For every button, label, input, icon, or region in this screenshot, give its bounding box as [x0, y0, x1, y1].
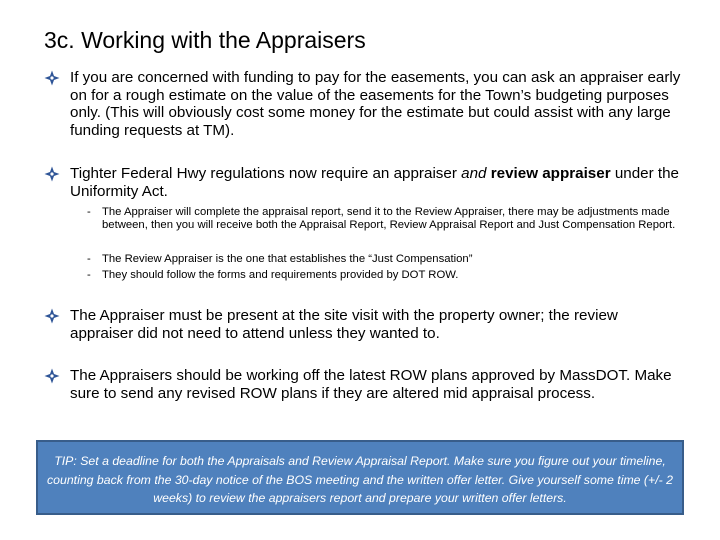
- sub-item-text: They should follow the forms and requirements provided by DOT ROW.: [102, 269, 459, 281]
- slide-title: 3c. Working with the Appraisers: [44, 27, 366, 53]
- diamond-four-petal-icon: [44, 368, 60, 384]
- dash-marker: -: [87, 253, 91, 265]
- sub-item: [87, 269, 677, 282]
- sub-item-text: The Appraiser will complete the appraisal report, send it to the Review Appraiser, there may be adjustments made between, then you will receive both the Appraisal Report, Review Appraisal Report and Just Compensation Report.: [102, 206, 676, 231]
- bullet-text: The Appraiser must be present at the site visit with the property owner; the review appraiser did not need to attend unless they wanted to.: [70, 307, 618, 342]
- diamond-four-petal-icon: [44, 308, 60, 324]
- bullet-text-review-appraiser: review appraiser: [490, 165, 611, 182]
- bullet-text-and: and: [461, 165, 487, 182]
- diamond-four-petal-icon: [44, 70, 60, 86]
- bullet-text: If you are concerned with funding to pay for the easements, you can ask an appraiser early on for a rough estimate on the value of the easements for the Town’s budgeting purposes only. (This will obviously cost some money for the estimate but could assist with any large funding requests at TM).: [70, 69, 681, 139]
- dash-marker: -: [87, 269, 91, 281]
- sub-item: [87, 253, 677, 266]
- sub-item: [87, 206, 677, 231]
- bullet-item-regulations: [44, 165, 684, 200]
- bullet-item-funding: [44, 69, 684, 139]
- bullet-text-e: under the Uniformity Act.: [70, 165, 680, 200]
- tip-box: TIP: Set a deadline for both the Appraisals and Review Appraisal Report. Make sure you figure out your timeline, counting back from the 30-day notice of the BOS meeting and the written offer letter. Give yourself some time (+/- 2 weeks) to review the appraisers report and prepare your written offer letters.: [36, 440, 684, 515]
- dash-marker: -: [87, 206, 91, 218]
- bullet-text: The Appraisers should be working off the latest ROW plans approved by MassDOT. Make sure to send any revised ROW plans if they are altered mid appraisal process.: [70, 367, 672, 402]
- sub-item-text: The Review Appraiser is the one that establishes the “Just Compensation”: [102, 253, 473, 265]
- bullet-item-site-visit: [44, 307, 684, 342]
- diamond-four-petal-icon: [44, 166, 60, 182]
- bullet-text: [70, 165, 684, 200]
- bullet-text-a: Tighter Federal Hwy regulations now require an appraiser: [70, 165, 462, 182]
- bullet-item-row-plans: [44, 367, 684, 402]
